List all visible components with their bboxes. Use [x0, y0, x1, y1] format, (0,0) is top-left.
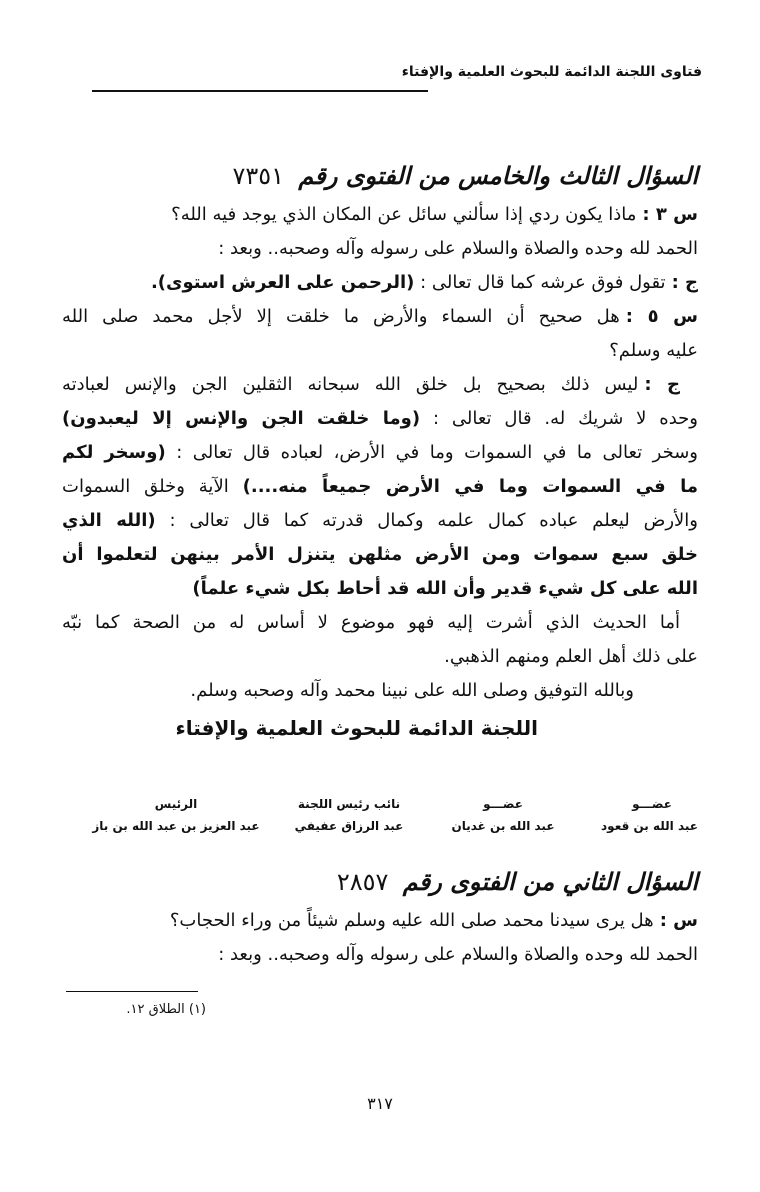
answer-5-line-4	[62, 470, 698, 504]
running-header: فتاوى اللجنة الدائمة للبحوث العلمية والإفتاء	[401, 64, 702, 80]
fatwa-number: ٢٨٥٧	[336, 868, 389, 896]
answer-5-line-8: أما الحديث الذي أشرت إليه فهو موضوع لا أساس له من الصحة كما نبّه	[62, 612, 680, 633]
answer-label: ج :	[644, 374, 681, 395]
answer-text: وحده لا شريك له. قال تعالى :	[432, 408, 698, 429]
signature-block	[62, 792, 698, 848]
answer-text: تقول فوق عرشه كما قال تعالى :	[420, 272, 666, 293]
answer-5-line-7: الله على كل شيء قدير وأن الله قد أحاط بكل شيء علماً)	[192, 578, 698, 599]
question-text: ماذا يكون ردي إذا سألني سائل عن المكان الذي يوجد فيه الله؟	[171, 204, 637, 225]
fatwa-title-text: السؤال الثاني من الفتوى رقم	[402, 867, 698, 896]
question-label: س ٣ :	[642, 204, 698, 225]
answer-text: ليس ذلك بصحيح بل خلق الله سبحانه الثقلين الجن والإنس لعبادته	[62, 374, 639, 395]
answer-5-line-6: خلق سبع سموات ومن الأرض مثلهن يتنزل الأمر بينهن لتعلموا أن	[62, 544, 698, 565]
praise-line: الحمد لله وحده والصلاة والسلام على رسوله وآله وصحبه.. وبعد :	[218, 238, 698, 259]
answer-text: الآية وخلق السموات	[62, 476, 229, 497]
answer-5-line-3	[62, 436, 698, 470]
signature-name: عبد الله بن قعود	[601, 819, 698, 833]
answer-5-line-9: على ذلك أهل العلم ومنهم الذهبي.	[444, 646, 698, 667]
question-label: س ٥ :	[625, 306, 698, 327]
fatwa-7351-section	[62, 158, 698, 746]
answer-5-line-5	[62, 504, 698, 538]
question-5-line-2: عليه وسلم؟	[609, 340, 698, 361]
signature-name: عبد الله بن غديان	[451, 819, 555, 833]
quran-quote: (وما خلقت الجن والإنس إلا ليعبدون)	[62, 408, 421, 429]
question-3	[62, 198, 698, 232]
signature-member-2	[438, 792, 568, 836]
question-text: هل صحيح أن السماء والأرض ما خلقت إلا لأجل محمد صلى الله	[62, 306, 620, 327]
committee-name: اللجنة الدائمة للبحوث العلمية والإفتاء	[175, 716, 538, 740]
header-rule	[92, 90, 428, 92]
answer-text: وسخر تعالى ما في السموات وما في الأرض، لعباده قال تعالى :	[176, 442, 698, 463]
answer-label: ج :	[671, 272, 698, 293]
signature-name: عبد الرزاق عفيفي	[294, 819, 404, 833]
quran-quote: ما في السموات وما في الأرض جميعاً منه....)	[242, 476, 699, 497]
signature-member-1	[601, 792, 698, 836]
question-text: هل يرى سيدنا محمد صلى الله عليه وسلم شيئاً من وراء الحجاب؟	[169, 910, 654, 931]
footnote-rule	[66, 991, 198, 992]
signature-role: عضـــو	[632, 797, 672, 811]
question	[62, 904, 698, 938]
fatwa-2857-title	[62, 864, 698, 900]
quran-quote: (الرحمن على العرش استوى).	[150, 272, 415, 293]
answer-5-line-2	[62, 402, 698, 436]
signature-name: عبد العزيز بن عبد الله بن باز	[92, 819, 260, 833]
question-label: س :	[659, 910, 698, 931]
quran-quote: (وسخر لكم	[62, 442, 166, 463]
fatwa-7351-title	[62, 158, 698, 194]
closing-line: وبالله التوفيق وصلى الله على نبينا محمد وآله وصحبه وسلم.	[190, 680, 634, 701]
footnote: (١) الطلاق ١٢.	[126, 1002, 206, 1017]
signature-vice-chairman	[284, 792, 414, 836]
fatwa-number: ٧٣٥١	[232, 162, 285, 190]
signature-role: الرئيس	[154, 797, 198, 811]
signature-role: عضـــو	[483, 797, 523, 811]
answer-5-line-1	[62, 368, 698, 402]
fatwa-title-text: السؤال الثالث والخامس من الفتوى رقم	[298, 161, 698, 190]
page-number: ٣١٧	[367, 1094, 393, 1113]
signature-chairman	[86, 792, 266, 836]
question-5-line-1	[62, 300, 698, 334]
answer-3	[62, 266, 698, 300]
quran-quote: (الله الذي	[62, 510, 156, 531]
answer-text: والأرض ليعلم عباده كمال علمه وكمال قدرته كما قال تعالى :	[169, 510, 698, 531]
signature-role: نائب رئيس اللجنة	[297, 797, 401, 811]
praise-line: الحمد لله وحده والصلاة والسلام على رسوله وآله وصحبه.. وبعد :	[218, 944, 698, 965]
fatwa-2857-section	[62, 864, 698, 972]
